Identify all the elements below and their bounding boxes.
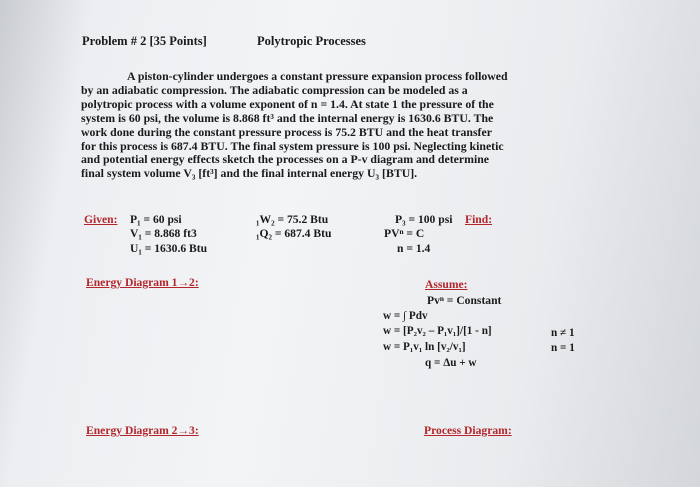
process-diagram-label: Process Diagram: xyxy=(424,424,512,437)
problem-line: and potential energy effects sketch the processes on a P-v diagram and determine xyxy=(81,152,490,167)
find-label: Find: xyxy=(465,213,493,226)
assume-work-isothermal: w = P₁v₁ ln [v₂/v₁] xyxy=(383,341,466,353)
problem-number: Problem # 2 [35 Points] xyxy=(82,34,207,48)
problem-statement xyxy=(81,70,601,181)
condition-n-not-1: n ≠ 1 xyxy=(551,327,575,339)
given-p3: P₃ = 100 psi xyxy=(395,213,453,226)
condition-n-equals-1: n = 1 xyxy=(551,342,575,354)
problem-line: polytropic process with a volume exponent of n = 1.4. At state 1 the pressure of the xyxy=(81,96,494,111)
problem-line: by an adiabatic compression. The adiabatic compression can be modeled as a xyxy=(81,82,468,97)
assume-work-integral: w = ∫ Pdv xyxy=(383,310,428,322)
problem-line: final system volume V₃ [ft³] and the final internal energy U₃ [BTU]. xyxy=(81,166,418,181)
problem-line: A piston-cylinder undergoes a constant pressure expansion process followed xyxy=(127,69,508,83)
given-v1: V₁ = 8.868 ft3 xyxy=(130,227,197,240)
assume-first-law: q = Δu + w xyxy=(425,357,477,369)
given-p1: P₁ = 60 psi xyxy=(130,213,182,226)
given-pvn: PVⁿ = C xyxy=(384,227,425,240)
given-heat-12: ₁Q₂ = 687.4 Btu xyxy=(256,227,332,240)
given-u1: U₁ = 1630.6 Btu xyxy=(130,242,208,255)
energy-diagram-12-label: Energy Diagram 1→2: xyxy=(86,276,199,289)
problem-topic: Polytropic Processes xyxy=(257,34,366,48)
assume-label: Assume: xyxy=(425,278,468,291)
energy-diagram-23-label: Energy Diagram 2→3: xyxy=(86,424,199,437)
problem-line: for this process is 687.4 BTU. The final system pressure is 100 psi. Neglecting kinetic xyxy=(81,138,504,153)
assume-work-polytropic: w = [P₂v₂ – P₁v₁]/[1 - n] xyxy=(383,325,492,337)
problem-line: system is 60 psi, the volume is 8.868 ft³ and the internal energy is 1630.6 BTU. The xyxy=(81,110,494,125)
given-label: Given: xyxy=(84,213,118,226)
problem-line: work done during the constant pressure process is 75.2 BTU and the heat transfer xyxy=(81,124,492,139)
given-work-12: ₁W₂ = 75.2 Btu xyxy=(256,213,329,226)
assume-pvn: Pvⁿ = Constant xyxy=(427,294,502,307)
given-n: n = 1.4 xyxy=(397,242,431,255)
